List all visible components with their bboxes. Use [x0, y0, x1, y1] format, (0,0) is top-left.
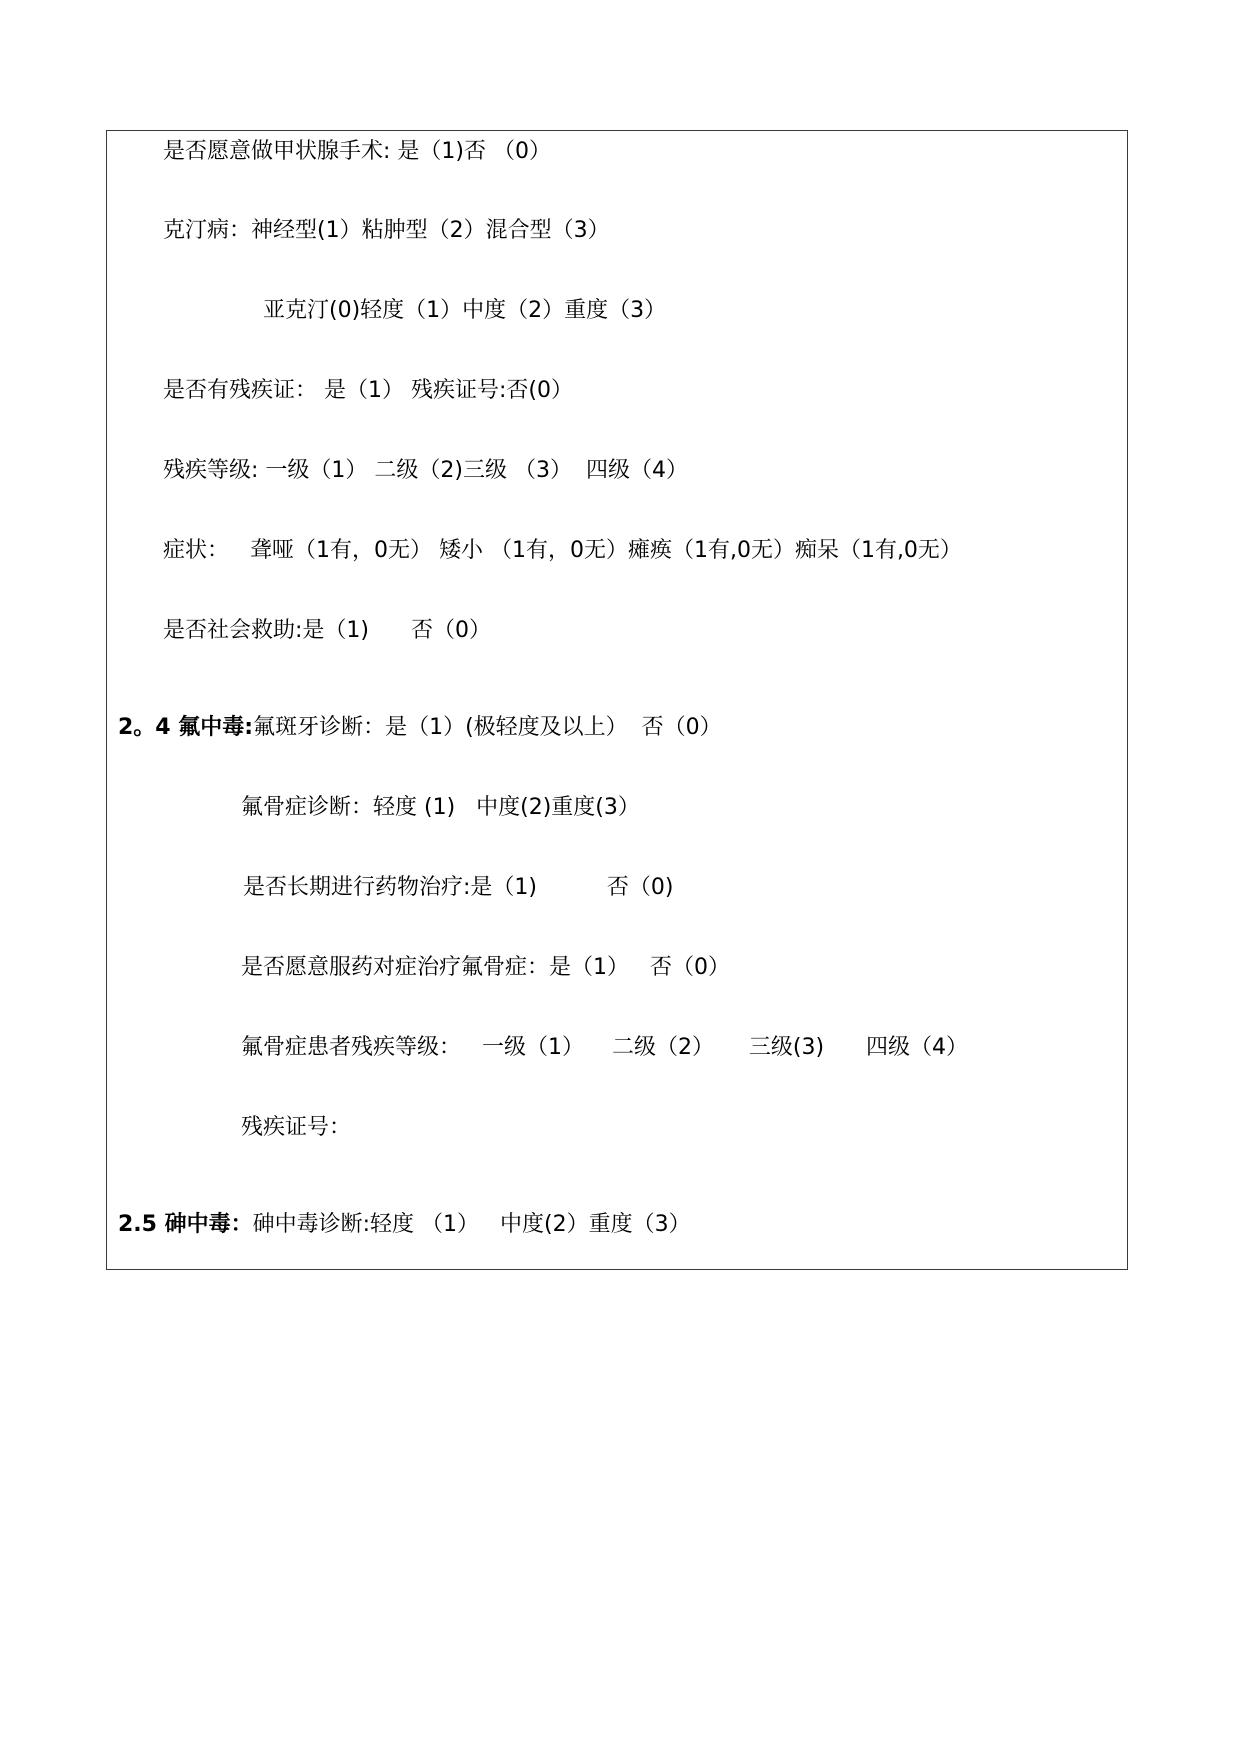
patient-disability-level-line: 氟骨症患者残疾等级： 一级（1） 二级（2） 三级(3) 四级（4） — [241, 1035, 969, 1060]
disability-number-line: 残疾证号： — [241, 1115, 352, 1140]
section-2-5-heading: 2.5 砷中毒： — [118, 1212, 253, 1237]
dental-fluorosis-text: 氟斑牙诊断：是（1）(极轻度及以上） 否（0） — [253, 715, 722, 740]
section-2-4-heading: 2。4 氟中毒: — [118, 715, 254, 740]
fluorosis-dental-line — [118, 713, 722, 743]
arsenic-diagnosis-line — [118, 1210, 691, 1240]
arsenic-diagnosis-text: 砷中毒诊断:轻度 （1） 中度(2）重度（3） — [252, 1212, 691, 1237]
willing-drug-line: 是否愿意服药对症治疗氟骨症：是（1） 否（0） — [241, 955, 730, 980]
skeletal-fluorosis-line: 氟骨症诊断：轻度 (1) 中度(2)重度(3） — [241, 795, 640, 820]
cretinism-line: 克汀病：神经型(1）粘肿型（2）混合型（3） — [163, 218, 610, 243]
disability-level-line: 残疾等级: 一级（1） 二级（2)三级 （3） 四级（4） — [163, 458, 688, 483]
subclinical-cretinism-line: 亚克汀(0)轻度（1）中度（2）重度（3） — [263, 298, 667, 323]
surgery-willing-line: 是否愿意做甲状腺手术: 是（1)否 （0） — [163, 139, 551, 164]
long-term-drug-line: 是否长期进行药物治疗:是（1) 否（0) — [243, 875, 674, 900]
symptoms-line: 症状： 聋哑（1有，0无） 矮小 （1有，0无）瘫痪（1有,0无）痴呆（1有,0无） — [163, 538, 962, 563]
disability-certificate-line: 是否有残疾证： 是（1） 残疾证号:否(0） — [163, 378, 573, 403]
social-aid-line: 是否社会救助:是（1) 否（0） — [163, 618, 491, 643]
